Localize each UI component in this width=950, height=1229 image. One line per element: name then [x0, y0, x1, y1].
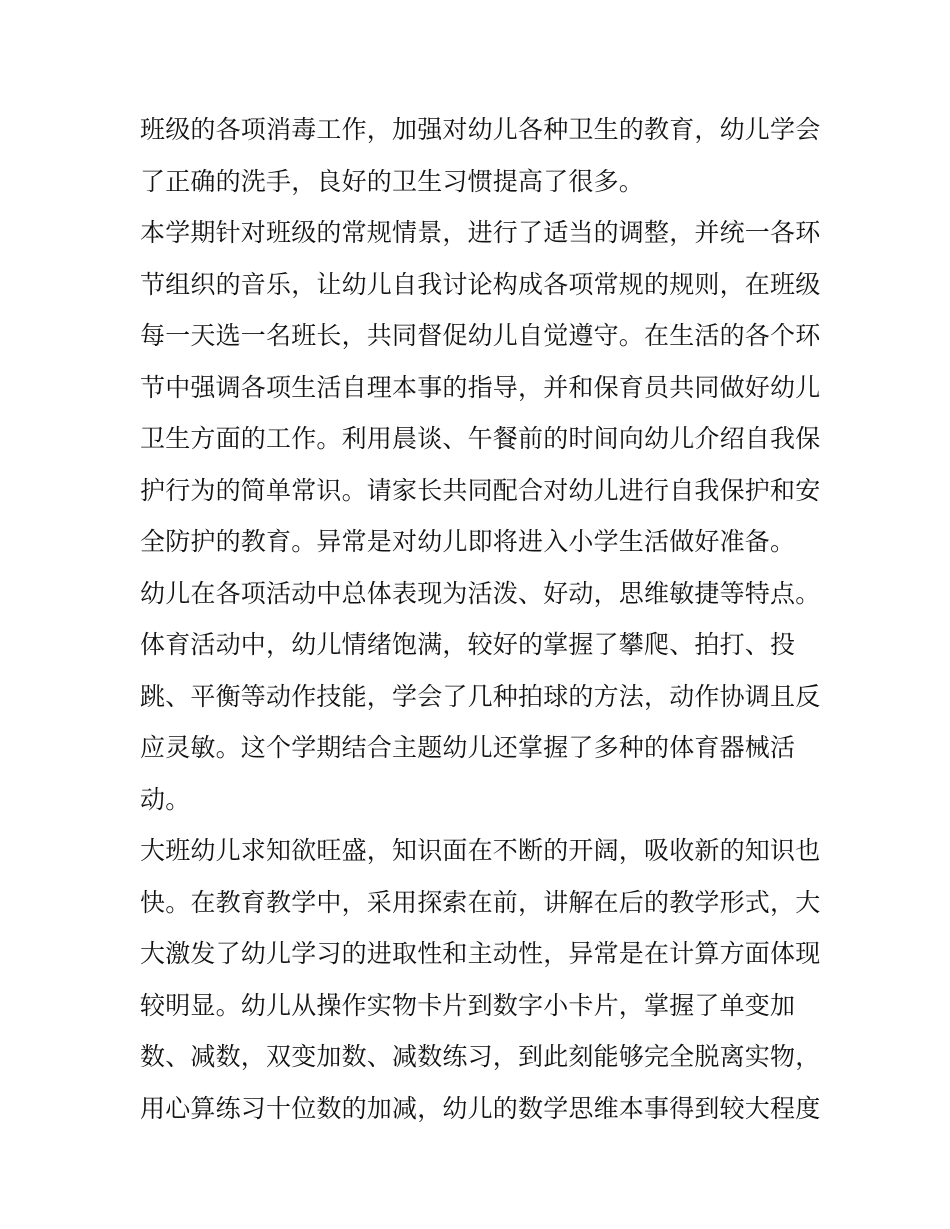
text-line: 用心算练习十位数的加减，幼儿的数学思维本事得到较大程度 [140, 1093, 821, 1123]
text-line: 节中强调各项生活自理本事的指导，并和保育员共同做好幼儿 [140, 372, 821, 402]
document-body [140, 104, 830, 1134]
text-line: 较明显。幼儿从操作实物卡片到数字小卡片，掌握了单变加 [140, 990, 796, 1020]
text-line: 全防护的教育。异常是对幼儿即将进入小学生活做好准备。 [140, 527, 796, 556]
text-line: 每一天选一名班长，共同督促幼儿自觉遵守。在生活的各个环 [140, 321, 821, 350]
text-line: 班级的各项消毒工作，加强对幼儿各种卫生的教育，幼儿学会 [140, 115, 821, 144]
text-line: 数、减数，双变加数、减数练习，到此刻能够完全脱离实物， [140, 1042, 821, 1071]
text-line: 体育活动中，幼儿情绪饱满，较好的掌握了攀爬、拍打、投 [140, 630, 796, 659]
text-line: 了正确的洗手，良好的卫生习惯提高了很多。 [140, 166, 645, 196]
text-line: 本学期针对班级的常规情景，进行了适当的调整，并统一各环 [140, 218, 821, 247]
text-line: 卫生方面的工作。利用晨谈、午餐前的时间向幼儿介绍自我保 [140, 424, 821, 453]
text-line: 应灵敏。这个学期结合主题幼儿还掌握了多种的体育器械活 [140, 733, 796, 762]
text-line: 跳、平衡等动作技能，学会了几种拍球的方法，动作协调且反 [140, 681, 821, 711]
text-line: 护行为的简单常识。请家长共同配合对幼儿进行自我保护和安 [140, 475, 821, 505]
text-line: 大班幼儿求知欲旺盛，知识面在不断的开阔，吸收新的知识也 [140, 836, 821, 865]
text-line: 节组织的音乐，让幼儿自我讨论构成各项常规的规则，在班级 [140, 269, 821, 299]
text-line: 大激发了幼儿学习的进取性和主动性，异常是在计算方面体现 [140, 939, 821, 968]
text-line: 快。在教育教学中，采用探索在前，讲解在后的教学形式，大 [140, 887, 821, 917]
text-line: 动。 [140, 784, 191, 814]
text-line: 幼儿在各项活动中总体表现为活泼、好动，思维敏捷等特点。 [140, 578, 821, 608]
